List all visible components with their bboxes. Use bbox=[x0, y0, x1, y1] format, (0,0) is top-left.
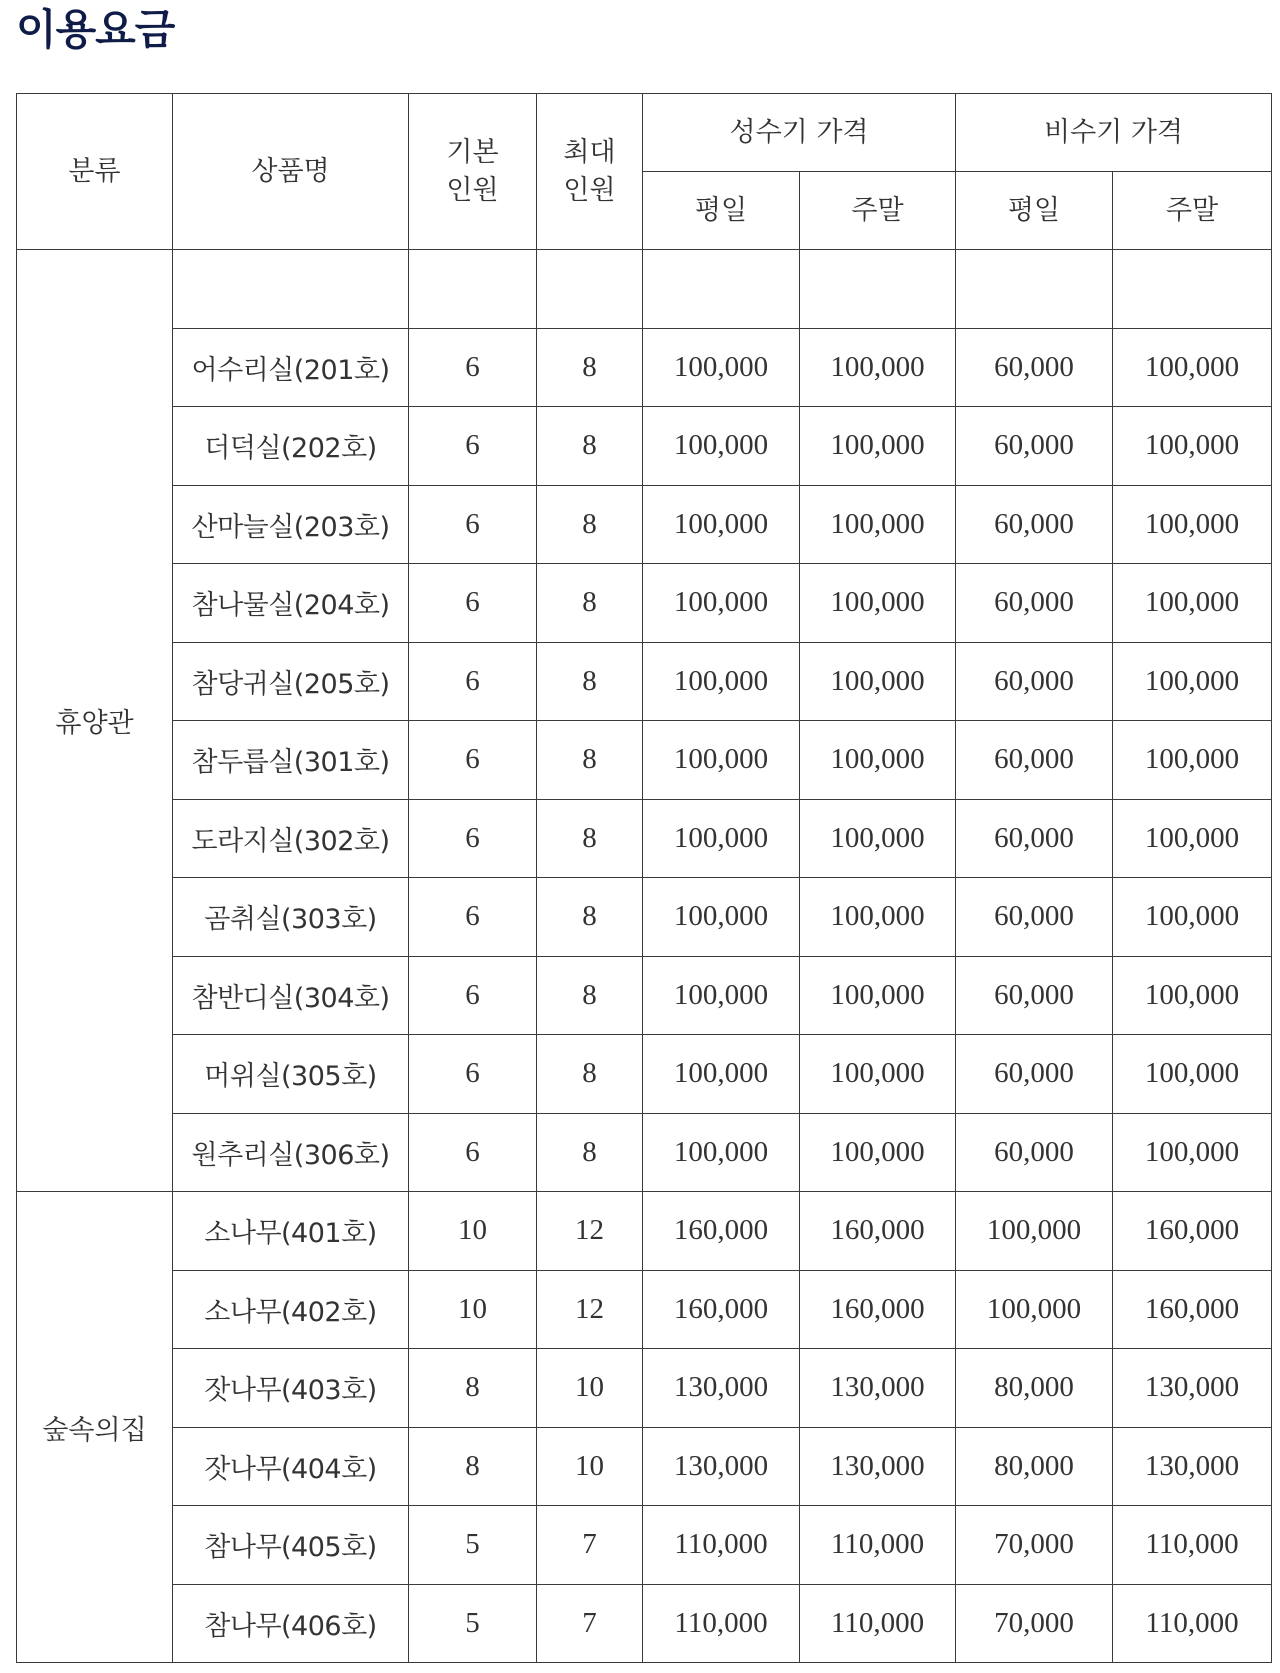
base-capacity-cell: 10 bbox=[409, 1270, 537, 1349]
offpeak-weekday-price-cell: 60,000 bbox=[956, 328, 1113, 407]
base-capacity-cell: 6 bbox=[409, 564, 537, 643]
header-max-capacity-line1: 최대 bbox=[563, 136, 616, 168]
offpeak-weekday-price-cell: 60,000 bbox=[956, 485, 1113, 564]
base-capacity-cell: 5 bbox=[409, 1584, 537, 1663]
peak-weekend-price-cell: 130,000 bbox=[800, 1349, 956, 1428]
offpeak-weekday-price-cell: 60,000 bbox=[956, 407, 1113, 486]
room-name-cell: 참나물실(204호) bbox=[173, 564, 409, 643]
max-capacity-cell bbox=[537, 250, 643, 329]
room-name-cell: 잣나무(403호) bbox=[173, 1349, 409, 1428]
offpeak-weekday-price-cell: 100,000 bbox=[956, 1192, 1113, 1271]
table-body bbox=[17, 250, 1272, 1663]
base-capacity-cell: 6 bbox=[409, 485, 537, 564]
offpeak-weekday-price-cell: 60,000 bbox=[956, 799, 1113, 878]
peak-weekday-price-cell: 160,000 bbox=[643, 1270, 800, 1349]
peak-weekday-price-cell: 100,000 bbox=[643, 799, 800, 878]
offpeak-weekday-price-cell: 60,000 bbox=[956, 642, 1113, 721]
offpeak-weekend-price-cell: 100,000 bbox=[1113, 1035, 1272, 1114]
offpeak-weekend-price-cell: 110,000 bbox=[1113, 1506, 1272, 1585]
max-capacity-cell: 8 bbox=[537, 799, 643, 878]
table-row bbox=[17, 1506, 1272, 1585]
page-title: 이용요금 bbox=[16, 5, 175, 54]
table-row bbox=[17, 1427, 1272, 1506]
room-name-cell: 소나무(401호) bbox=[173, 1192, 409, 1271]
max-capacity-cell: 12 bbox=[537, 1270, 643, 1349]
base-capacity-cell: 6 bbox=[409, 878, 537, 957]
table-row bbox=[17, 956, 1272, 1035]
base-capacity-cell: 6 bbox=[409, 1113, 537, 1192]
table-row bbox=[17, 564, 1272, 643]
peak-weekday-price-cell: 100,000 bbox=[643, 328, 800, 407]
peak-weekend-price-cell bbox=[800, 250, 956, 329]
offpeak-weekday-price-cell: 60,000 bbox=[956, 956, 1113, 1035]
base-capacity-cell bbox=[409, 250, 537, 329]
header-offpeak-weekend: 주말 bbox=[1113, 172, 1272, 250]
offpeak-weekday-price-cell: 70,000 bbox=[956, 1584, 1113, 1663]
table-row bbox=[17, 1192, 1272, 1271]
peak-weekday-price-cell: 100,000 bbox=[643, 1035, 800, 1114]
offpeak-weekday-price-cell: 60,000 bbox=[956, 1113, 1113, 1192]
room-name-cell: 도라지실(302호) bbox=[173, 799, 409, 878]
max-capacity-cell: 7 bbox=[537, 1506, 643, 1585]
base-capacity-cell: 8 bbox=[409, 1427, 537, 1506]
base-capacity-cell: 5 bbox=[409, 1506, 537, 1585]
room-name-cell: 원추리실(306호) bbox=[173, 1113, 409, 1192]
peak-weekend-price-cell: 100,000 bbox=[800, 799, 956, 878]
base-capacity-cell: 6 bbox=[409, 721, 537, 800]
header-peak-weekday: 평일 bbox=[643, 172, 800, 250]
offpeak-weekend-price-cell: 100,000 bbox=[1113, 799, 1272, 878]
header-row-top bbox=[17, 94, 1272, 172]
offpeak-weekend-price-cell: 130,000 bbox=[1113, 1349, 1272, 1428]
offpeak-weekday-price-cell bbox=[956, 250, 1113, 329]
header-category: 분류 bbox=[17, 94, 173, 250]
room-name-cell: 더덕실(202호) bbox=[173, 407, 409, 486]
peak-weekday-price-cell: 130,000 bbox=[643, 1427, 800, 1506]
max-capacity-cell: 8 bbox=[537, 1113, 643, 1192]
category-cell: 휴양관 bbox=[17, 250, 173, 1192]
table-row bbox=[17, 1113, 1272, 1192]
peak-weekday-price-cell: 110,000 bbox=[643, 1506, 800, 1585]
room-name-cell: 곰취실(303호) bbox=[173, 878, 409, 957]
offpeak-weekday-price-cell: 60,000 bbox=[956, 564, 1113, 643]
peak-weekend-price-cell: 100,000 bbox=[800, 485, 956, 564]
header-peak-weekend: 주말 bbox=[800, 172, 956, 250]
base-capacity-cell: 8 bbox=[409, 1349, 537, 1428]
peak-weekend-price-cell: 110,000 bbox=[800, 1584, 956, 1663]
header-base-capacity-line1: 기본 bbox=[446, 136, 499, 168]
header-base-capacity bbox=[409, 94, 537, 250]
max-capacity-cell: 8 bbox=[537, 956, 643, 1035]
offpeak-weekend-price-cell: 100,000 bbox=[1113, 485, 1272, 564]
max-capacity-cell: 10 bbox=[537, 1349, 643, 1428]
peak-weekday-price-cell: 110,000 bbox=[643, 1584, 800, 1663]
offpeak-weekend-price-cell: 160,000 bbox=[1113, 1192, 1272, 1271]
table-row bbox=[17, 1035, 1272, 1114]
max-capacity-cell: 8 bbox=[537, 328, 643, 407]
header-peak-price: 성수기 가격 bbox=[643, 94, 956, 172]
header-product-name: 상품명 bbox=[173, 94, 409, 250]
peak-weekday-price-cell: 160,000 bbox=[643, 1192, 800, 1271]
peak-weekend-price-cell: 100,000 bbox=[800, 642, 956, 721]
peak-weekday-price-cell: 100,000 bbox=[643, 721, 800, 800]
offpeak-weekday-price-cell: 80,000 bbox=[956, 1349, 1113, 1428]
peak-weekend-price-cell: 100,000 bbox=[800, 407, 956, 486]
offpeak-weekend-price-cell: 100,000 bbox=[1113, 642, 1272, 721]
offpeak-weekend-price-cell: 110,000 bbox=[1113, 1584, 1272, 1663]
offpeak-weekday-price-cell: 60,000 bbox=[956, 1035, 1113, 1114]
offpeak-weekend-price-cell: 100,000 bbox=[1113, 878, 1272, 957]
offpeak-weekend-price-cell: 100,000 bbox=[1113, 1113, 1272, 1192]
max-capacity-cell: 10 bbox=[537, 1427, 643, 1506]
offpeak-weekend-price-cell: 100,000 bbox=[1113, 407, 1272, 486]
table-row bbox=[17, 328, 1272, 407]
base-capacity-cell: 6 bbox=[409, 1035, 537, 1114]
peak-weekday-price-cell: 130,000 bbox=[643, 1349, 800, 1428]
table-row bbox=[17, 250, 1272, 329]
offpeak-weekday-price-cell: 100,000 bbox=[956, 1270, 1113, 1349]
base-capacity-cell: 10 bbox=[409, 1192, 537, 1271]
table-row bbox=[17, 642, 1272, 721]
peak-weekend-price-cell: 110,000 bbox=[800, 1506, 956, 1585]
room-name-cell: 산마늘실(203호) bbox=[173, 485, 409, 564]
offpeak-weekday-price-cell: 60,000 bbox=[956, 878, 1113, 957]
header-offpeak-weekday: 평일 bbox=[956, 172, 1113, 250]
room-name-cell: 참두릅실(301호) bbox=[173, 721, 409, 800]
max-capacity-cell: 8 bbox=[537, 642, 643, 721]
max-capacity-cell: 8 bbox=[537, 407, 643, 486]
offpeak-weekend-price-cell bbox=[1113, 250, 1272, 329]
peak-weekend-price-cell: 160,000 bbox=[800, 1192, 956, 1271]
offpeak-weekday-price-cell: 80,000 bbox=[956, 1427, 1113, 1506]
table-row bbox=[17, 407, 1272, 486]
table-row bbox=[17, 1584, 1272, 1663]
offpeak-weekday-price-cell: 70,000 bbox=[956, 1506, 1113, 1585]
max-capacity-cell: 8 bbox=[537, 485, 643, 564]
header-max-capacity bbox=[537, 94, 643, 250]
room-name-cell: 참당귀실(205호) bbox=[173, 642, 409, 721]
base-capacity-cell: 6 bbox=[409, 956, 537, 1035]
category-cell: 숲속의집 bbox=[17, 1192, 173, 1663]
base-capacity-cell: 6 bbox=[409, 328, 537, 407]
peak-weekday-price-cell: 100,000 bbox=[643, 878, 800, 957]
peak-weekend-price-cell: 100,000 bbox=[800, 1113, 956, 1192]
base-capacity-cell: 6 bbox=[409, 642, 537, 721]
table-row bbox=[17, 1349, 1272, 1428]
price-table bbox=[16, 93, 1272, 1663]
max-capacity-cell: 7 bbox=[537, 1584, 643, 1663]
room-name-cell bbox=[173, 250, 409, 329]
max-capacity-cell: 8 bbox=[537, 1035, 643, 1114]
peak-weekend-price-cell: 100,000 bbox=[800, 1035, 956, 1114]
room-name-cell: 어수리실(201호) bbox=[173, 328, 409, 407]
room-name-cell: 잣나무(404호) bbox=[173, 1427, 409, 1506]
base-capacity-cell: 6 bbox=[409, 407, 537, 486]
table-row bbox=[17, 1270, 1272, 1349]
offpeak-weekend-price-cell: 100,000 bbox=[1113, 956, 1272, 1035]
offpeak-weekday-price-cell: 60,000 bbox=[956, 721, 1113, 800]
table-row bbox=[17, 485, 1272, 564]
offpeak-weekend-price-cell: 100,000 bbox=[1113, 564, 1272, 643]
peak-weekend-price-cell: 100,000 bbox=[800, 328, 956, 407]
table-header bbox=[17, 94, 1272, 250]
room-name-cell: 참반디실(304호) bbox=[173, 956, 409, 1035]
peak-weekend-price-cell: 130,000 bbox=[800, 1427, 956, 1506]
room-name-cell: 참나무(405호) bbox=[173, 1506, 409, 1585]
table-row bbox=[17, 878, 1272, 957]
max-capacity-cell: 12 bbox=[537, 1192, 643, 1271]
header-offpeak-price: 비수기 가격 bbox=[956, 94, 1272, 172]
offpeak-weekend-price-cell: 160,000 bbox=[1113, 1270, 1272, 1349]
peak-weekday-price-cell: 100,000 bbox=[643, 564, 800, 643]
peak-weekday-price-cell: 100,000 bbox=[643, 1113, 800, 1192]
room-name-cell: 참나무(406호) bbox=[173, 1584, 409, 1663]
offpeak-weekend-price-cell: 100,000 bbox=[1113, 721, 1272, 800]
peak-weekday-price-cell: 100,000 bbox=[643, 407, 800, 486]
peak-weekend-price-cell: 100,000 bbox=[800, 956, 956, 1035]
max-capacity-cell: 8 bbox=[537, 721, 643, 800]
table-row bbox=[17, 799, 1272, 878]
peak-weekday-price-cell: 100,000 bbox=[643, 642, 800, 721]
room-name-cell: 소나무(402호) bbox=[173, 1270, 409, 1349]
max-capacity-cell: 8 bbox=[537, 564, 643, 643]
header-base-capacity-line2: 인원 bbox=[446, 174, 499, 206]
max-capacity-cell: 8 bbox=[537, 878, 643, 957]
header-max-capacity-line2: 인원 bbox=[563, 174, 616, 206]
peak-weekend-price-cell: 100,000 bbox=[800, 721, 956, 800]
peak-weekday-price-cell: 100,000 bbox=[643, 956, 800, 1035]
room-name-cell: 머위실(305호) bbox=[173, 1035, 409, 1114]
base-capacity-cell: 6 bbox=[409, 799, 537, 878]
peak-weekday-price-cell: 100,000 bbox=[643, 485, 800, 564]
peak-weekend-price-cell: 100,000 bbox=[800, 564, 956, 643]
table-row bbox=[17, 721, 1272, 800]
offpeak-weekend-price-cell: 130,000 bbox=[1113, 1427, 1272, 1506]
offpeak-weekend-price-cell: 100,000 bbox=[1113, 328, 1272, 407]
peak-weekday-price-cell bbox=[643, 250, 800, 329]
peak-weekend-price-cell: 100,000 bbox=[800, 878, 956, 957]
peak-weekend-price-cell: 160,000 bbox=[800, 1270, 956, 1349]
